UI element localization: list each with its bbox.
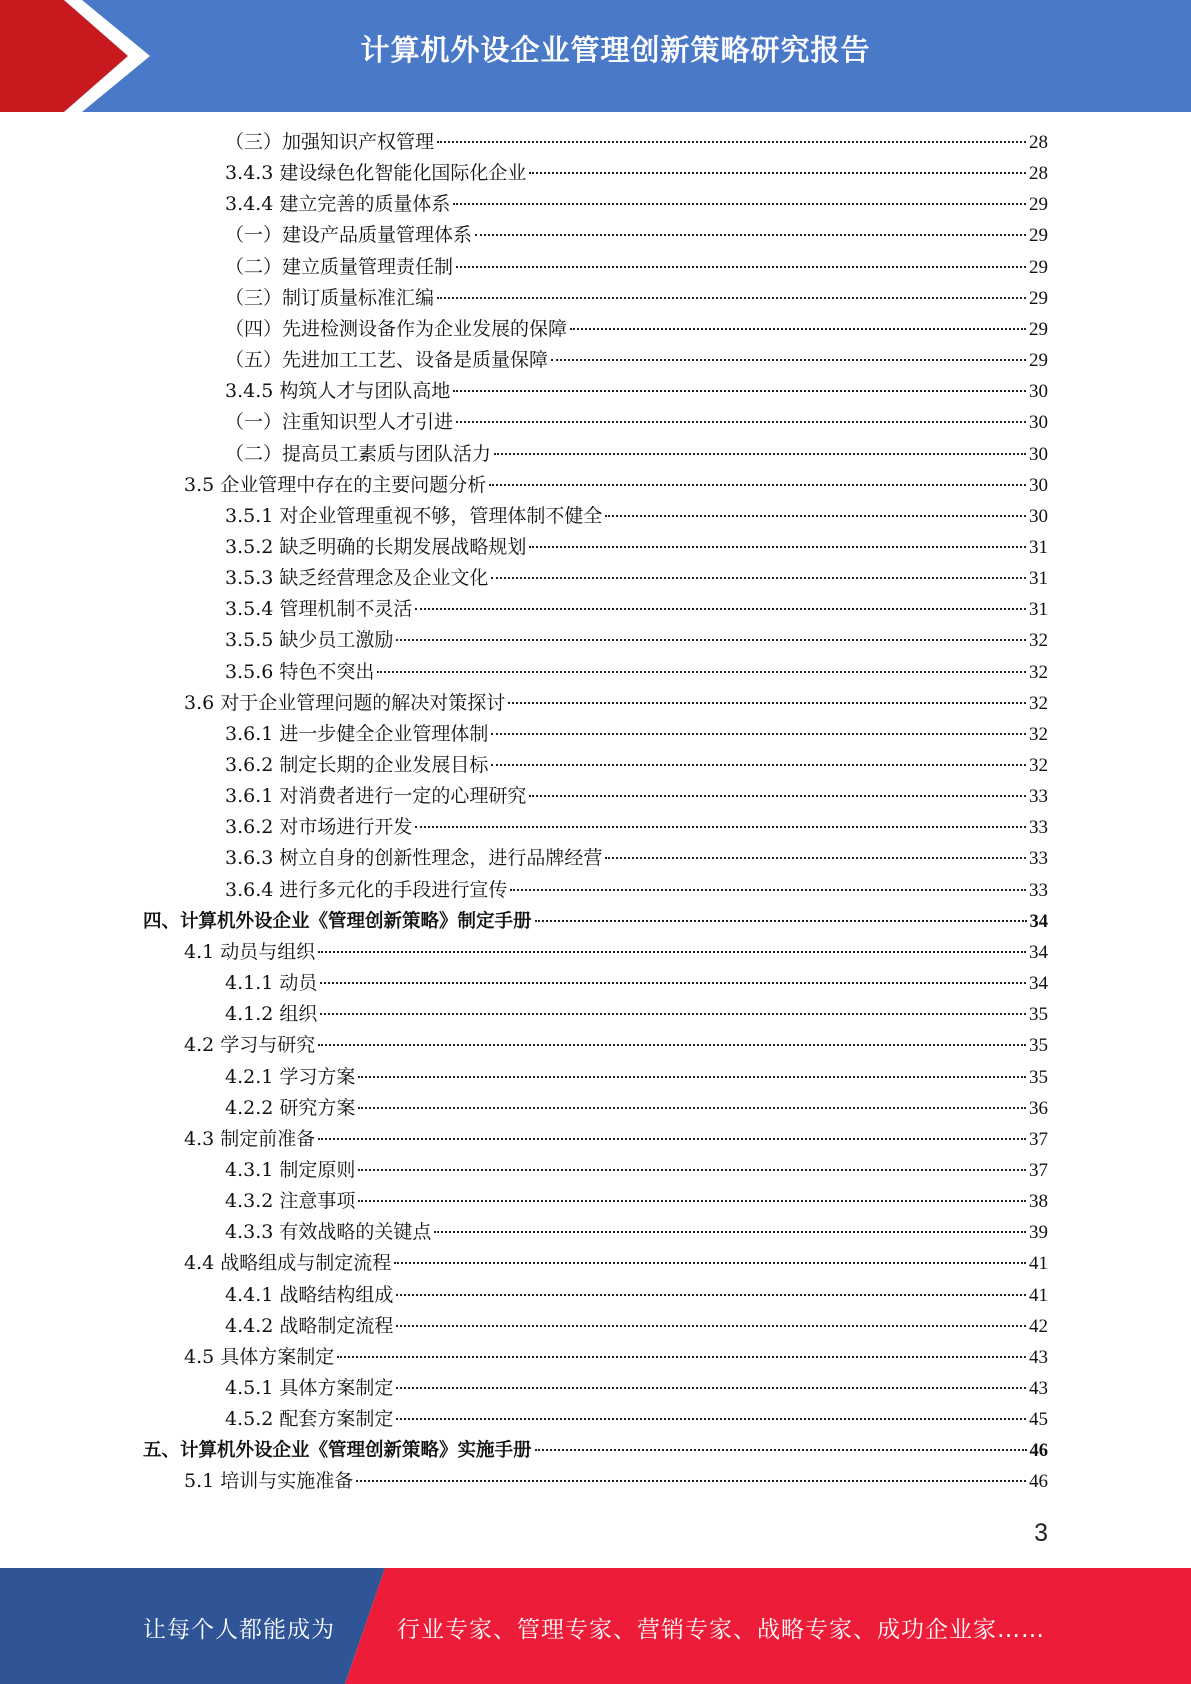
toc-entry-page: 36 <box>1029 1097 1048 1119</box>
toc-entry-label: 3.5 企业管理中存在的主要问题分析 <box>184 473 487 496</box>
header-banner <box>0 0 1191 112</box>
toc-dot-leader <box>358 1168 1026 1171</box>
toc-entry[interactable] <box>225 1404 1048 1435</box>
toc-entry-label: 3.6.4 进行多元化的手段进行宣传 <box>225 878 508 901</box>
toc-dot-leader <box>605 514 1026 517</box>
toc-entry-label: （五）先进加工工艺、设备是质量保障 <box>225 349 549 372</box>
toc-entry-label: 五、计算机外设企业《管理创新策略》实施手册 <box>143 1440 532 1462</box>
toc-entry[interactable] <box>225 1373 1048 1404</box>
toc-dot-leader <box>396 1417 1026 1420</box>
toc-entry-page: 32 <box>1029 692 1048 714</box>
toc-entry-label: 3.4.3 建设绿色化智能化国际化企业 <box>225 162 527 185</box>
toc-entry[interactable] <box>225 252 1048 283</box>
toc-dot-leader <box>320 1012 1026 1015</box>
toc-entry-label: 4.5.1 具体方案制定 <box>225 1377 394 1399</box>
toc-entry-page: 31 <box>1029 536 1048 558</box>
footer-slogan-left: 让每个人都能成为 <box>143 1617 335 1643</box>
toc-dot-leader <box>456 265 1026 268</box>
toc-entry-page: 46 <box>1029 1441 1048 1462</box>
toc-entry-label: 4.1.2 组织 <box>225 1003 318 1026</box>
toc-entry-page: 37 <box>1029 1159 1048 1181</box>
toc-entry-label: 3.6.2 对市场进行开发 <box>225 816 413 839</box>
toc-entry[interactable] <box>225 1311 1048 1342</box>
toc-entry-label: （一）建设产品质量管理体系 <box>225 224 473 247</box>
toc-entry-label: 3.5.5 缺少员工激励 <box>225 629 394 652</box>
toc-dot-leader <box>318 1043 1026 1046</box>
toc-entry-label: （三）制订质量标准汇编 <box>225 286 435 309</box>
toc-entry-page: 42 <box>1029 1315 1048 1337</box>
toc-entry-label: 4.2.1 学习方案 <box>225 1065 356 1088</box>
toc-entry-label: 4.2.2 研究方案 <box>225 1096 356 1119</box>
toc-entry[interactable] <box>225 1155 1048 1186</box>
toc-dot-leader <box>491 576 1026 579</box>
toc-dot-leader <box>551 358 1026 361</box>
toc-entry-label: 4.4.1 战略结构组成 <box>225 1283 394 1306</box>
toc-entry[interactable] <box>225 1186 1048 1217</box>
toc-entry[interactable] <box>184 1030 1048 1061</box>
toc-dot-leader <box>491 732 1026 735</box>
toc-entry[interactable] <box>225 750 1048 781</box>
toc-entry-label: 4.5 具体方案制定 <box>184 1345 335 1368</box>
footer-banner <box>0 1568 1191 1684</box>
toc-entry-label: 四、计算机外设企业《管理创新策略》制定手册 <box>143 910 532 932</box>
toc-entry-page: 41 <box>1029 1253 1048 1275</box>
footer-slogan-right: 行业专家、管理专家、营销专家、战略专家、成功企业家…… <box>397 1617 1045 1643</box>
toc-entry-label: 3.4.4 建立完善的质量体系 <box>225 193 451 216</box>
toc-dot-leader <box>437 296 1026 299</box>
toc-entry[interactable] <box>225 283 1048 314</box>
header-title: 计算机外设企业管理创新策略研究报告 <box>360 33 871 67</box>
toc-entry-label: 3.6.1 对消费者进行一定的心理研究 <box>225 785 527 808</box>
toc-entry-label: 5.1 培训与实施准备 <box>184 1470 354 1493</box>
toc-entry-page: 34 <box>1029 911 1048 932</box>
toc-entry[interactable] <box>225 532 1048 563</box>
toc-entry[interactable] <box>225 314 1048 345</box>
toc-entry-label: 3.5.4 管理机制不灵活 <box>225 598 413 621</box>
toc-entry-page: 38 <box>1029 1191 1048 1213</box>
toc-dot-leader <box>394 1261 1026 1264</box>
toc-entry-page: 43 <box>1029 1346 1048 1368</box>
toc-entry-page: 29 <box>1029 256 1048 278</box>
toc-entry-label: （四）先进检测设备作为企业发展的保障 <box>225 317 568 340</box>
toc-entry-page: 34 <box>1029 941 1048 963</box>
toc-entry-page: 33 <box>1029 817 1048 839</box>
toc-entry[interactable] <box>225 999 1048 1030</box>
toc-entry-label: 4.1 动员与组织 <box>184 940 316 963</box>
toc-entry-page: 35 <box>1029 1066 1048 1088</box>
toc-entry-page: 43 <box>1029 1378 1048 1399</box>
toc-entry-page: 30 <box>1029 505 1048 527</box>
toc-dot-leader <box>396 1324 1026 1327</box>
toc-entry-label: 3.5.2 缺乏明确的长期发展战略规划 <box>225 535 527 558</box>
toc-dot-leader <box>358 1106 1026 1109</box>
toc-entry-label: （二）提高员工素质与团队活力 <box>225 442 492 465</box>
toc-entry-page: 32 <box>1029 630 1048 652</box>
toc-dot-leader <box>337 1355 1026 1358</box>
toc-entry[interactable] <box>225 843 1048 874</box>
toc-entry-label: 3.6.3 树立自身的创新性理念，进行品牌经营 <box>225 847 603 870</box>
toc-entry[interactable] <box>225 594 1048 625</box>
toc-entry[interactable] <box>184 1124 1048 1155</box>
toc-entry-label: 4.4.2 战略制定流程 <box>225 1314 394 1337</box>
toc-entry-label: 3.5.3 缺乏经营理念及企业文化 <box>225 567 489 590</box>
toc-entry-page: 28 <box>1029 132 1048 153</box>
toc-entry[interactable] <box>184 688 1048 719</box>
toc-entry[interactable] <box>225 625 1048 656</box>
toc-entry[interactable] <box>225 345 1048 376</box>
toc-dot-leader <box>475 233 1026 236</box>
toc-entry-page: 30 <box>1029 412 1048 434</box>
toc-entry-page: 32 <box>1029 723 1048 745</box>
toc-entry[interactable] <box>184 470 1048 501</box>
toc-dot-leader <box>535 919 1027 922</box>
toc-entry[interactable] <box>225 127 1048 158</box>
toc-entry-label: 4.4 战略组成与制定流程 <box>184 1252 392 1275</box>
toc-dot-leader <box>356 1479 1026 1482</box>
toc-entry[interactable] <box>184 937 1048 968</box>
toc-entry-label: 4.3.2 注意事项 <box>225 1190 356 1213</box>
toc-entry-page: 30 <box>1029 381 1048 403</box>
toc-dot-leader <box>489 483 1026 486</box>
toc-dot-leader <box>377 670 1026 673</box>
toc-entry-label: （二）建立质量管理责任制 <box>225 255 454 278</box>
toc-entry-label: 3.6.1 进一步健全企业管理体制 <box>225 722 489 745</box>
toc-dot-leader <box>318 1137 1026 1140</box>
toc-entry[interactable] <box>143 906 1048 937</box>
toc-entry[interactable] <box>184 1466 1048 1497</box>
toc-dot-leader <box>318 950 1026 953</box>
toc-entry-page: 35 <box>1029 1004 1048 1026</box>
toc-entry-page: 32 <box>1029 755 1048 776</box>
toc-entry[interactable] <box>225 407 1048 438</box>
toc-dot-leader <box>529 794 1026 797</box>
toc-entry[interactable] <box>225 781 1048 812</box>
toc-entry-page: 30 <box>1029 443 1048 465</box>
toc-entry-page: 29 <box>1029 287 1048 309</box>
toc-entry[interactable] <box>225 376 1048 407</box>
toc-entry[interactable] <box>225 158 1048 189</box>
toc-entry[interactable] <box>143 1435 1048 1466</box>
toc-entry[interactable] <box>225 563 1048 594</box>
toc-entry-page: 29 <box>1029 350 1048 372</box>
toc-entry[interactable] <box>225 501 1048 532</box>
toc-entry-page: 33 <box>1029 879 1048 901</box>
toc-dot-leader <box>494 452 1026 455</box>
toc-entry-page: 37 <box>1029 1128 1048 1150</box>
toc-entry-page: 33 <box>1029 848 1048 870</box>
toc-entry-page: 41 <box>1029 1284 1048 1306</box>
toc-entry[interactable] <box>225 189 1048 220</box>
toc-entry-label: 4.5.2 配套方案制定 <box>225 1408 394 1431</box>
toc-dot-leader <box>510 888 1026 891</box>
toc-entry-page: 45 <box>1029 1409 1048 1431</box>
toc-dot-leader <box>491 763 1026 766</box>
toc-entry-label: 3.5.6 特色不突出 <box>225 660 375 683</box>
toc-entry-page: 29 <box>1029 318 1048 340</box>
toc-entry-page: 46 <box>1029 1471 1048 1493</box>
toc-entry-label: 3.4.5 构筑人才与团队高地 <box>225 380 451 403</box>
toc-entry[interactable] <box>225 657 1048 688</box>
toc-dot-leader <box>434 1230 1026 1233</box>
toc-entry-page: 31 <box>1029 599 1048 621</box>
toc-dot-leader <box>396 1293 1026 1296</box>
toc-dot-leader <box>453 202 1026 205</box>
toc-dot-leader <box>605 856 1026 859</box>
toc-entry-page: 39 <box>1029 1222 1048 1244</box>
toc-entry-page: 32 <box>1029 661 1048 683</box>
toc-dot-leader <box>358 1075 1026 1078</box>
toc-entry[interactable] <box>225 1217 1048 1248</box>
toc-dot-leader <box>529 171 1026 174</box>
toc-dot-leader <box>570 327 1026 330</box>
toc-entry-label: 4.3.1 制定原则 <box>225 1158 356 1181</box>
toc-entry[interactable] <box>184 1248 1048 1279</box>
toc-entry-label: 4.3.3 有效战略的关键点 <box>225 1221 432 1244</box>
toc-dot-leader <box>508 701 1026 704</box>
toc-dot-leader <box>320 981 1026 984</box>
toc-entry[interactable] <box>225 1280 1048 1311</box>
toc-dot-leader <box>358 1199 1026 1202</box>
toc-entry[interactable] <box>225 875 1048 906</box>
toc-dot-leader <box>396 1386 1026 1389</box>
toc-entry[interactable] <box>184 1342 1048 1373</box>
toc-entry-page: 34 <box>1029 973 1048 995</box>
toc-entry-page: 30 <box>1029 474 1048 496</box>
toc-dot-leader <box>535 1448 1027 1451</box>
toc-entry[interactable] <box>225 1093 1048 1124</box>
toc-entry-label: 3.5.1 对企业管理重视不够，管理体制不健全 <box>225 504 603 527</box>
toc-entry-label: （三）加强知识产权管理 <box>225 131 435 153</box>
toc-entry-page: 31 <box>1029 568 1048 590</box>
toc-entry[interactable] <box>225 439 1048 470</box>
toc-dot-leader <box>456 420 1026 423</box>
toc-dot-leader <box>529 545 1026 548</box>
toc-entry-label: 3.6 对于企业管理问题的解决对策探讨 <box>184 691 506 714</box>
toc-entry-label: 4.2 学习与研究 <box>184 1034 316 1057</box>
toc-dot-leader <box>396 638 1026 641</box>
toc-dot-leader <box>437 140 1026 143</box>
page-number: 3 <box>1034 1519 1048 1547</box>
toc-dot-leader <box>415 825 1026 828</box>
toc-entry[interactable] <box>225 220 1048 251</box>
toc-entry[interactable] <box>225 719 1048 750</box>
toc-entry-page: 29 <box>1029 225 1048 247</box>
toc-entry-label: 4.3 制定前准备 <box>184 1127 316 1150</box>
toc-entry-page: 28 <box>1029 163 1048 185</box>
toc-entry[interactable] <box>225 1062 1048 1093</box>
toc-entry-label: 3.6.2 制定长期的企业发展目标 <box>225 754 489 776</box>
toc-entry[interactable] <box>225 812 1048 843</box>
toc-entry-page: 35 <box>1029 1035 1048 1057</box>
toc-entry-label: 4.1.1 动员 <box>225 972 318 995</box>
toc-dot-leader <box>453 389 1026 392</box>
toc-dot-leader <box>415 607 1026 610</box>
toc-entry-page: 29 <box>1029 194 1048 216</box>
toc-entry-page: 33 <box>1029 786 1048 808</box>
toc-entry-label: （一）注重知识型人才引进 <box>225 411 454 434</box>
toc-entry[interactable] <box>225 968 1048 999</box>
